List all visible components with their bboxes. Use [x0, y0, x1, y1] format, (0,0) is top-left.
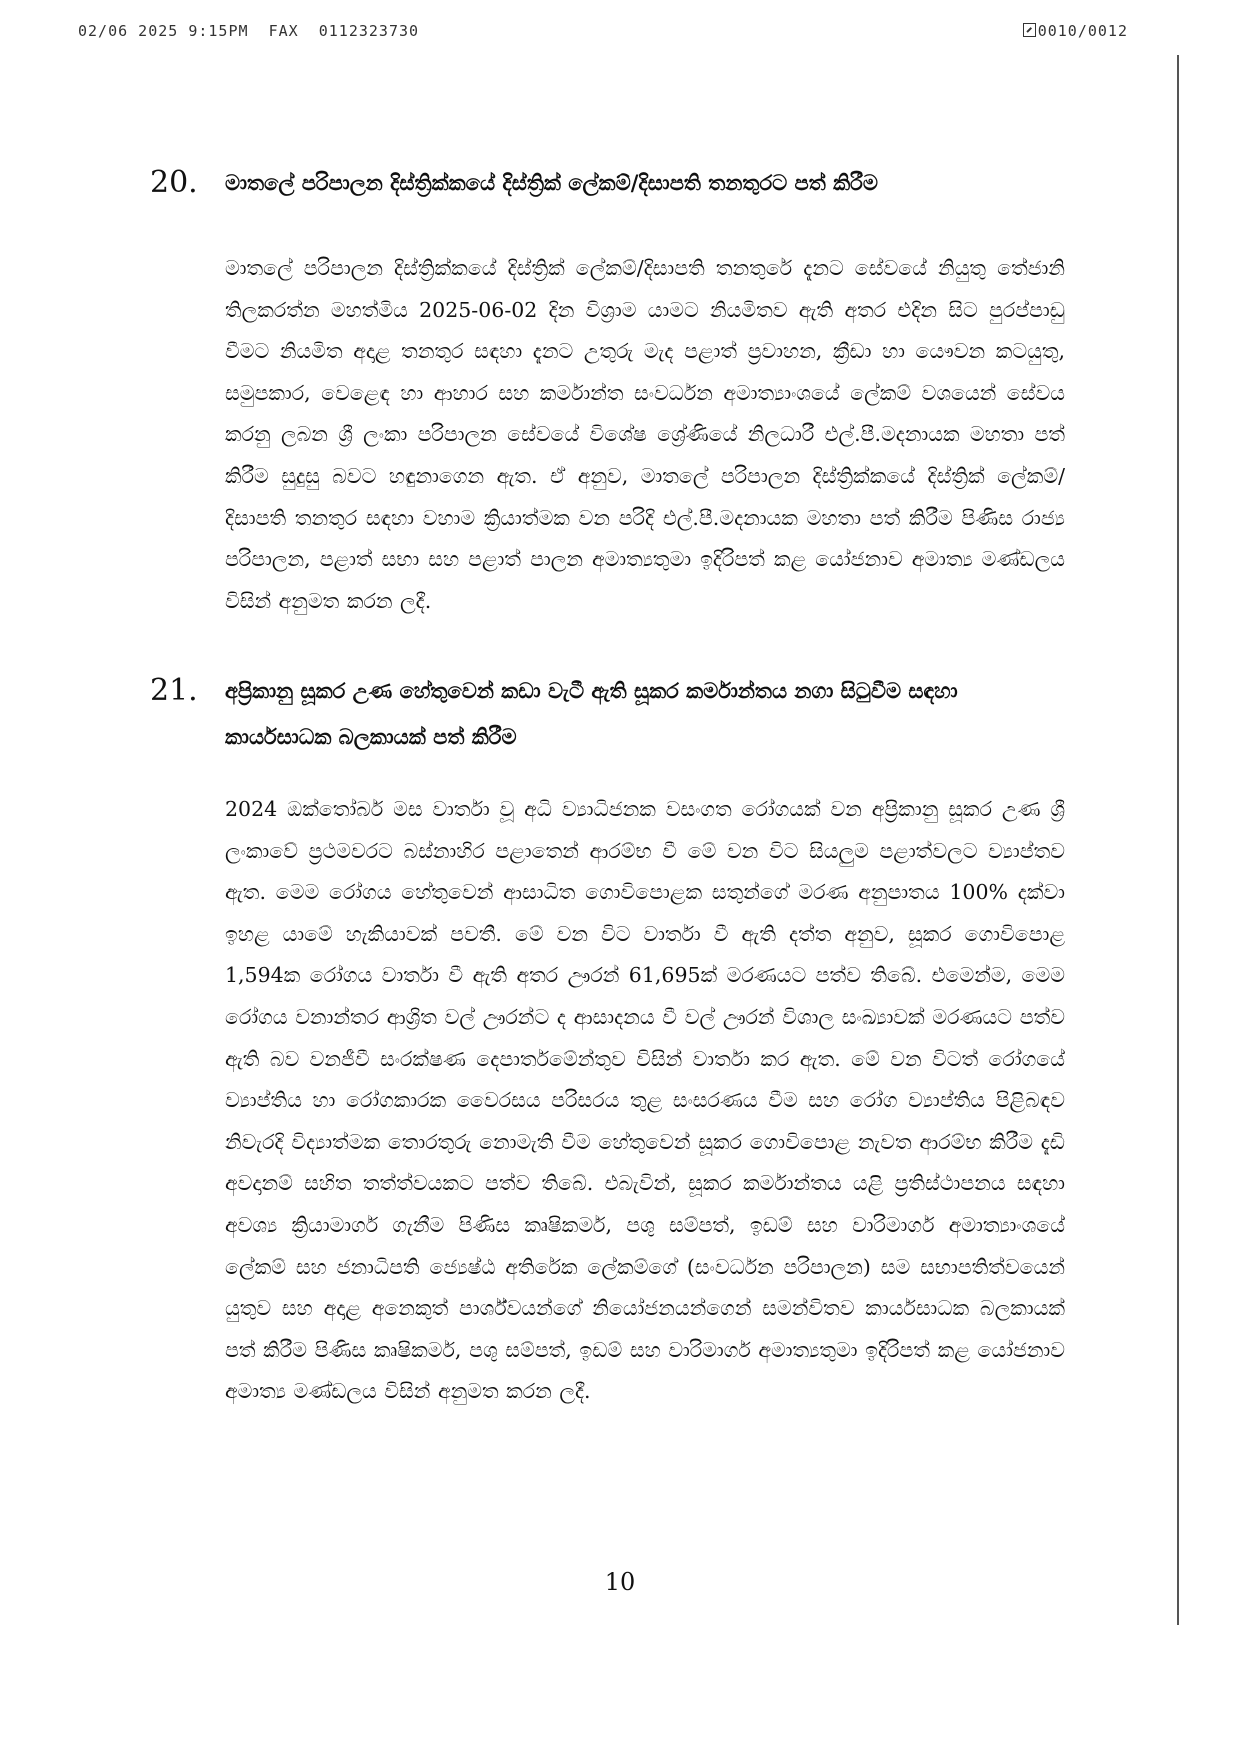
page-edge-line	[1177, 55, 1179, 1625]
section-heading: අප්‍රිකානු සූකර උණ හේතුවෙන් කඩා වැටී ඇති සූකර කර්මාන්තය නගා සිටුවීම සඳහා කාර්යසාධක බලකායක් පත් කිරීම	[225, 678, 958, 749]
fax-page-counter	[1023, 22, 1128, 40]
section-heading: මාතලේ පරිපාලන දිස්ත්‍රික්කයේ දිස්ත්‍රික් ලේකම්/දිසාපති තනතුරට පත් කිරීම	[225, 170, 878, 195]
fax-header	[78, 22, 1128, 48]
fax-box-icon	[1023, 23, 1036, 37]
section-body: 2024 ඔක්තෝබර් මස වාර්තා වූ අධි ව්‍යාධිජනක වසංගත රෝගයක් වන අප්‍රිකානු සූකර උණ ශ්‍රී ලංකාවේ ප්‍රථමවරට බස්නාහිර පළාතෙන් ආරම්භ වී මේ වන විට සියලුම පළාත්වලට ව්‍යාප්තව ඇත. මෙම රෝගය හේතුවෙන් ආසාධිත ගොවිපොළක සතුන්ගේ මරණ අනුපාතය 100% දක්වා ඉහළ යාමේ හැකියාවක් පවතී. මේ වන විට වාර්තා වී ඇති දත්ත අනුව, සූකර ගොවිපොළ 1,594ක රෝගය වාර්තා වී ඇති අතර ඌරන් 61,695ක් මරණයට පත්ව තිබේ. එමෙන්ම, මෙම රෝගය වනාන්තර ආශ්‍රිත වල් ඌරන්ට ද ආසාදනය වී වල් ඌරන් විශාල සංඛ්‍යාවක් මරණයට පත්ව ඇති බව වනජීවී සංරක්ෂණ දෙපාර්තමේන්තුව විසින් වාර්තා කර ඇත. මේ වන විටත් රෝගයේ ව්‍යාප්තිය හා රෝගකාරක වෛරසය පරිසරය තුළ සංසරණය වීම සහ රෝග ව්‍යාප්තිය පිළිබඳව නිවැරදි විද්‍යාත්මක තොරතුරු නොමැති වීම හේතුවෙන් සූකර ගොවිපොළ නැවත ආරම්භ කිරීම දැඩි අවදානම් සහිත තත්ත්වයකට පත්ව තිබේ. එබැවින්, සූකර කර්මාන්තය යළි ප්‍රතිස්ථාපනය සඳහා අවශ්‍ය ක්‍රියාමාර්ග ගැනීම පිණිස කෘෂිකර්ම, පශු සම්පත්, ඉඩම් සහ වාරිමාර්ග අමාත්‍යාංශයේ ලේකම් සහ ජනාධිපති ජ්‍යෙෂ්ඨ අතිරේක ලේකම්ගේ (සංවර්ධන පරිපාලන) සම සභාපතිත්වයෙන් යුතුව සහ අදාළ අනෙකුත් පාර්ශ්වයන්ගේ නියෝජනයන්ගෙන් සමන්විතව කාර්යසාධක බලකායක් පත් කිරීම පිණිස කෘෂිකර්ම, පශු සම්පත්, ඉඩම් සහ වාරිමාර්ග අමාත්‍යතුමා ඉදිරිපත් කළ යෝජනාව අමාත්‍ය මණ්ඩලය විසින් අනුමත කරන ලදී.	[225, 797, 1065, 1404]
section-number: 20.	[150, 165, 198, 200]
fax-page-count: 0010/0012	[1037, 22, 1128, 40]
section-body: මාතලේ පරිපාලන දිස්ත්‍රික්කයේ දිස්ත්‍රික් ලේකම්/දිසාපති තනතුරේ දැනට සේවයේ නියුතු තේජානි තිලකරත්න මහත්මිය 2025-06-02 දින විශ්‍රාම යාමට නියමිතව ඇති අතර එදින සිට පුරප්පාඩු වීමට නියමිත අදාළ තනතුර සඳහා දැනට උතුරු මැද පළාත් ප්‍රවාහන, ක්‍රීඩා හා යෞවන කටයුතු, සමුපකාර, වෙළෙඳ හා ආහාර සහ කර්මාන්ත සංවර්ධන අමාත්‍යාංශයේ ලේකම් වශයෙන් සේවය කරනු ලබන ශ්‍රී ලංකා පරිපාලන සේවයේ විශේෂ ශ්‍රේණියේ නිලධාරී එල්.පී.මදනායක මහතා පත් කිරීම සුදුසු බවට හඳුනාගෙන ඇත. ඒ අනුව, මාතලේ පරිපාලන දිස්ත්‍රික්කයේ දිස්ත්‍රික් ලේකම්/දිසාපති තනතුර සඳහා වහාම ක්‍රියාත්මක වන පරිදි එල්.පී.මදනායක මහතා පත් කිරීම පිණිස රාජ්‍ය පරිපාලන, පළාත් සභා සහ පළාත් පාලන අමාත්‍යතුමා ඉදිරිපත් කළ යෝජනාව අමාත්‍ය මණ්ඩලය විසින් අනුමත කරන ලදී.	[225, 256, 1065, 613]
section-number: 21.	[150, 673, 198, 708]
fax-transmission-info: 02/06 2025 9:15PM FAX 0112323730	[78, 22, 420, 40]
page-number: 10	[604, 1568, 636, 1596]
